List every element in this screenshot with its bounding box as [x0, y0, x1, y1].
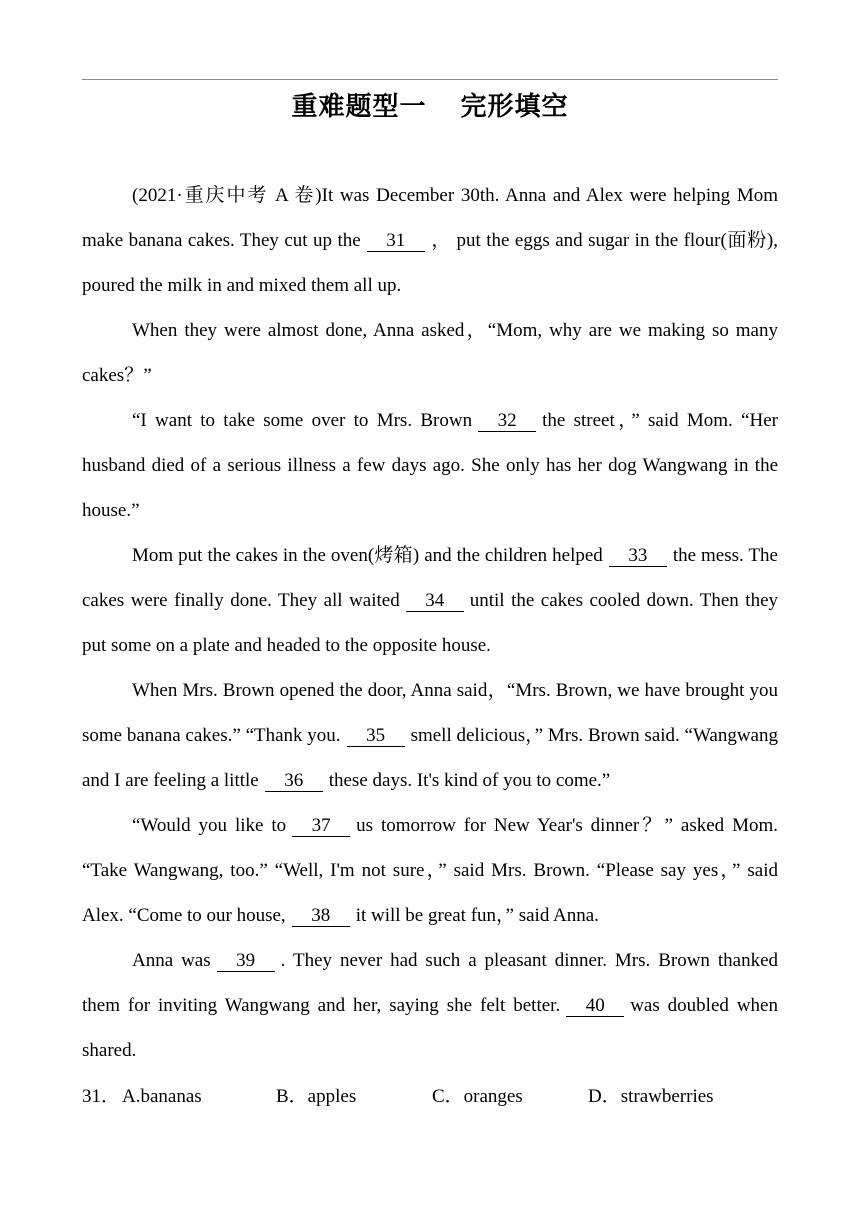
paragraph-3 — [82, 398, 778, 533]
text-run: When Mrs. Brown opened the door, Anna said，“Mrs. Brown, we have brought you some banana cakes.” “Thank you. — [82, 680, 778, 746]
blank-32: 32 — [478, 411, 536, 432]
title-part-2: 完形填空 — [460, 92, 569, 122]
option-d: D．strawberries — [588, 1086, 714, 1107]
text-run: “Would you like to — [132, 815, 287, 836]
page-title — [82, 90, 778, 124]
text-run: When they were almost done, Anna asked，“Mom, why are we making so many cakes？” — [82, 320, 778, 386]
text-run: ， put the eggs and sugar in the flour(面粉), poured the milk in and mixed them all up. — [82, 230, 779, 296]
option-b: B．apples — [276, 1086, 357, 1107]
text-run: Mom put the cakes in the oven(烤箱) and the children helped — [132, 545, 603, 566]
blank-38: 38 — [292, 906, 350, 927]
option-c: C．oranges — [432, 1086, 523, 1107]
text-run: smell delicious，” Mrs. Brown said. “Wangwang and I are feeling a little — [82, 725, 778, 791]
blank-34: 34 — [406, 591, 464, 612]
blank-37: 37 — [292, 816, 350, 837]
text-run: . They never had such a pleasant dinner. Mrs. Brown thanked them for inviting Wangwang and her, saying she felt better. — [82, 950, 779, 1016]
text-run: these days. It's kind of you to come.” — [328, 770, 611, 791]
paragraph-4 — [82, 533, 778, 668]
paragraph-7 — [82, 938, 778, 1073]
text-run: was doubled when shared. — [82, 995, 778, 1061]
blank-31: 31 — [367, 231, 425, 252]
text-run: the street，” said Mom. “Her husband died of a serious illness a few days ago. She only has her dog Wangwang in the house.” — [82, 410, 779, 521]
blank-40: 40 — [566, 996, 624, 1017]
question-31-options — [82, 1074, 778, 1119]
paragraph-2 — [82, 308, 778, 398]
text-run: it will be great fun，” said Anna. — [355, 905, 599, 926]
text-run: the mess. The cakes were finally done. They all waited — [82, 545, 778, 611]
text-run: “I want to take some over to Mrs. Brown — [132, 410, 473, 431]
text-run: Anna was — [132, 950, 211, 971]
text-run: us tomorrow for New Year's dinner？” asked Mom. “Take Wangwang, too.” “Well, I'm not sure，” said Mrs. Brown. “Please say yes，” said Alex. “Come to our house, — [82, 815, 778, 926]
title-part-1: 重难题型一 — [291, 92, 427, 122]
blank-39: 39 — [217, 951, 275, 972]
text-run: until the cakes cooled down. Then they put some on a plate and headed to the opposite house. — [82, 590, 778, 656]
blank-36: 36 — [265, 771, 323, 792]
blank-33: 33 — [609, 546, 667, 567]
header-rule — [82, 79, 778, 80]
option-a: A.bananas — [122, 1086, 202, 1107]
passage — [82, 173, 778, 1073]
paragraph-5 — [82, 668, 778, 803]
text-run: (2021·重庆中考 A 卷)It was December 30th. Anna and Alex were helping Mom make banana cakes. They cut up the — [82, 185, 778, 251]
paragraph-1 — [82, 173, 778, 308]
question-number: 31． — [82, 1086, 121, 1107]
blank-35: 35 — [347, 726, 405, 747]
paragraph-6 — [82, 803, 778, 938]
